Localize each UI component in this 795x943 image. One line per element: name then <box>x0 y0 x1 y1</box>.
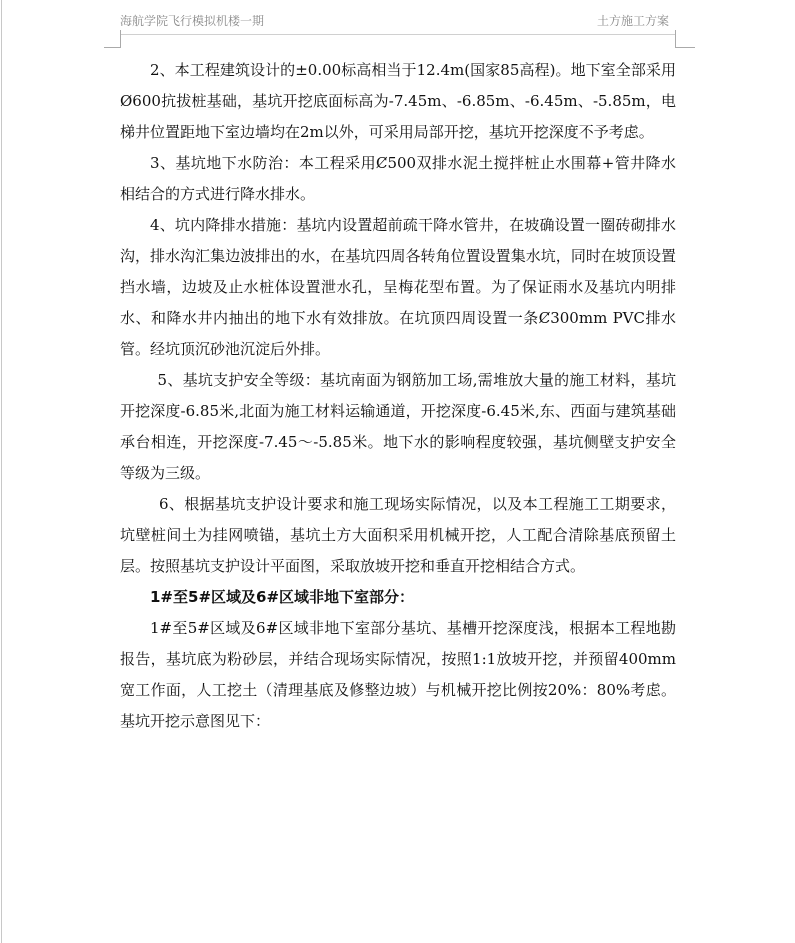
paragraph-3: 3、基坑地下水防治：本工程采用Ȼ500双排水泥土搅拌桩止水围幕+管井降水相结合的方式进行降水排水。 <box>120 154 676 203</box>
header-document-title: 土方施工方案 <box>596 14 669 28</box>
paragraph-2: 2、本工程建筑设计的±0.00标高相当于12.4m(国家85高程)。地下室全部采用Ø600抗拔桩基础，基坑开挖底面标高为-7.45m、-6.85m、-6.45m、-5.85m，电梯井位置距地下室边墙均在2m以外，可采用局部开挖，基坑开挖深度不予考虑。 <box>120 61 676 141</box>
page-left-edge <box>1 0 2 943</box>
crop-mark-right <box>675 30 676 48</box>
header-rule <box>120 34 675 35</box>
crop-mark-right-h <box>675 47 695 48</box>
section-paragraph: 1#至5#区域及6#区域非地下室部分基坑、基槽开挖深度浅，根据本工程地勘报告，基坑底为粉砂层，并结合现场实际情况，按照1:1放坡开挖，并预留400mm宽工作面，人工挖土（清理基底及修整边坡）与机械开挖比例按20%：80%考虑。基坑开挖示意图见下： <box>120 619 676 730</box>
section-heading: 1#至5#区域及6#区域非地下室部分： <box>150 588 415 606</box>
crop-mark-left <box>120 30 121 48</box>
paragraph-6: 6、根据基坑支护设计要求和施工现场实际情况，以及本工程施工工期要求，坑壁桩间土为挂网喷锚，基坑土方大面积采用机械开挖，人工配合清除基底预留土层。按照基坑支护设计平面图，采取放坡开挖和垂直开挖相结合方式。 <box>120 495 676 575</box>
crop-mark-left-h <box>104 47 121 48</box>
paragraph-4: 4、坑内降排水措施：基坑内设置超前疏干降水管井，在坡确设置一圈砖砌排水沟，排水沟汇集边波排出的水，在基坑四周各转角位置设置集水坑，同时在坡顶设置挡水墙，边坡及止水桩体设置泄水孔，呈梅花型布置。为了保证雨水及基坑内明排水、和降水井内抽出的地下水有效排放。在坑顶四周设置一条Ȼ300mm PVC排水管。经坑顶沉砂池沉淀后外排。 <box>120 216 676 358</box>
paragraph-5: 5、基坑支护安全等级：基坑南面为钢筋加工场,需堆放大量的施工材料，基坑开挖深度-6.85米,北面为施工材料运输通道，开挖深度-6.45米,东、西面与建筑基础承台相连，开挖深度-7.45～-5.85米。地下水的影响程度较强，基坑侧壁支护安全等级为三级。 <box>120 371 676 482</box>
header-project-title: 海航学院飞行模拟机楼一期 <box>120 14 265 28</box>
page-header <box>0 0 795 50</box>
document-body <box>120 55 676 737</box>
